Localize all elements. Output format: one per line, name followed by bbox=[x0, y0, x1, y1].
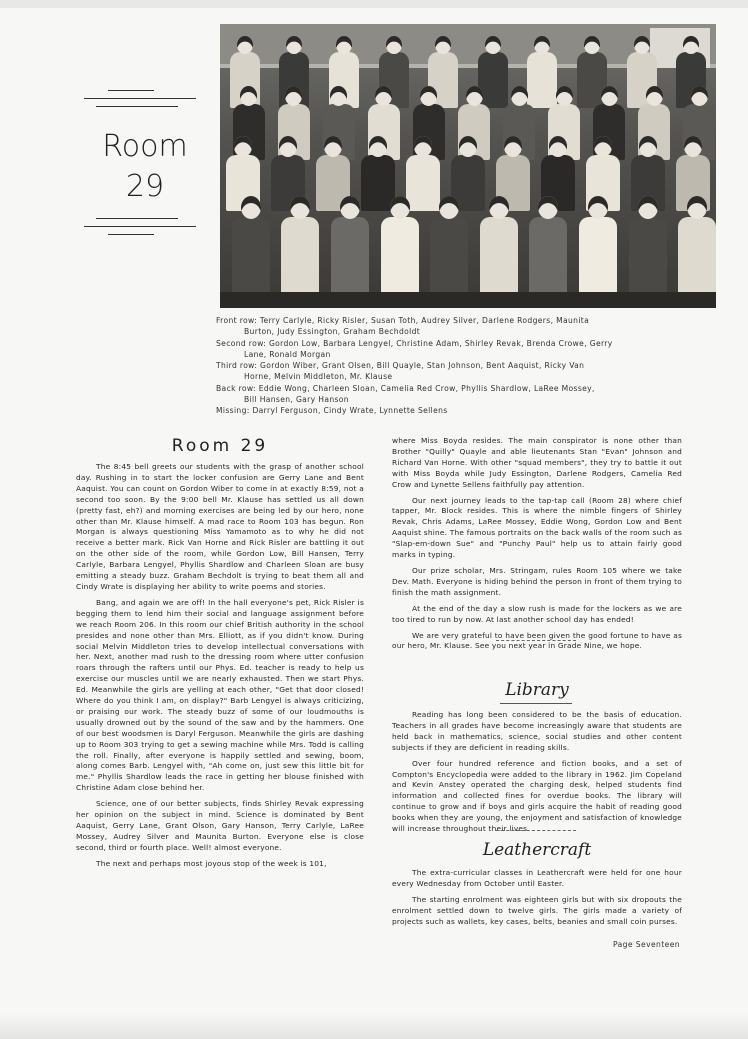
caption-missing: Missing: Darryl Ferguson, Cindy Wrate, Lynnette Sellens bbox=[216, 406, 448, 416]
caption-third-row: Third row: Gordon Wiber, Grant Olsen, Bill Quayle, Stan Johnson, Bent Aaquist, Ricky Van bbox=[216, 361, 585, 371]
student-head bbox=[556, 86, 573, 106]
article-paragraph: The 8:45 bell greets our students with the grasp of another school day. Rushing in to start the locker confusion are Gerry Lane and Bent Aaquist. You can count on Gordon Wiber to come in at exactly 8:59, not a second too soon. By the 9:00 bell Mr. Klause has settled us all down (pretty fast, eh?) and morning exercises are being led by our hero, none other than Mr. Klause himself. A mad race to Room 103 has begun. Ron Morgan is always questioning Miss Yamamoto as to why he did not receive a better mark. Rick Van Horne and Rick Risler are battling it out on the other side of the room, while Gordon Low, Bill Hansen, Terry Carlyle, Barbara Lengyel, Phyllis Shardlow and Charleen Sloan are busy emitting a steady buzz. Graham Bechdolt is trying to beat them all and Cindy Wrate is displaying her ability to write poems and stories. bbox=[76, 462, 364, 591]
caption-back-row: Back row: Eddie Wong, Charleen Sloan, Camelia Red Crow, Phyllis Shardlow, LaRee Mossey, bbox=[216, 383, 595, 393]
caption-front-row-cont: Burton, Judy Essington, Graham Bechdoldt bbox=[244, 327, 421, 337]
header-rule-1 bbox=[108, 90, 154, 91]
student-head bbox=[588, 196, 608, 219]
student-head bbox=[240, 86, 257, 106]
library-paragraph: Reading has long been considered to be the basis of education. Teachers in all grades have become increasingly aware that students are held back in mathematics, science, social studies and other content subjects if they are deficient in reading skills. bbox=[392, 710, 682, 752]
leathercraft-column bbox=[392, 868, 682, 933]
header-rule-6 bbox=[108, 234, 154, 235]
student-head bbox=[489, 196, 509, 219]
student-head bbox=[290, 196, 310, 219]
article-paragraph: We are very grateful to have been given the good fortune to have as our hero, Mr. Klause. See you next year in Grade Nine, we hope. bbox=[392, 630, 682, 651]
student-head bbox=[687, 196, 707, 219]
leathercraft-divider bbox=[496, 830, 576, 831]
library-paragraph: Over four hundred reference and fiction books, and a set of Compton's Encyclopedia were added to the library in 1962. Jim Copeland and Kevin Anstey operated the charging desk, helped students find information and collected fines for overdue books. The library will continue to grow and if boys and girls acquire the habit of reading good books when they are young, the enjoyment and satisfaction of knowledge will increase throughout their lives. bbox=[392, 758, 682, 834]
caption-front-row: Front row: Terry Carlyle, Ricky Risler, Susan Toth, Audrey Silver, Darlene Rodgers, Maunita bbox=[216, 316, 590, 325]
student-head bbox=[386, 36, 402, 54]
leathercraft-title: Leathercraft bbox=[482, 840, 592, 860]
article-paragraph: Our prize scholar, Mrs. Stringam, rules Room 105 where we take Dev. Math. Everyone is hiding behind the person in front of them trying to finish the math assignment. bbox=[392, 565, 682, 597]
student-head bbox=[646, 86, 663, 106]
library-title: Library bbox=[505, 680, 569, 700]
student-head bbox=[538, 196, 558, 219]
leathercraft-paragraph: The extra-curricular classes in Leathercraft were held for one hour every Wednesday from October until Easter. bbox=[392, 868, 682, 888]
header-rule-4 bbox=[96, 218, 178, 219]
student-head bbox=[369, 136, 387, 157]
student-head bbox=[375, 86, 392, 106]
student-head bbox=[420, 86, 437, 106]
article-paragraph: Our next journey leads to the tap-tap call (Room 28) where chief tapper, Mr. Block resides. This is where the nimble fingers of Shirley Revak, Chris Adams, LaRee Mossey, Eddie Wong, Gordon Low and Bent Aaquist shine. The famous portraits on the back walls of the room such as "Slap-em-down Sue" and "Punchy Paul" help us to attain fairly good marks in typing. bbox=[392, 495, 682, 560]
student-head bbox=[324, 136, 342, 157]
student-head bbox=[594, 136, 612, 157]
caption-second-row: Second row: Gordon Low, Barbara Lengyel, Christine Adam, Shirley Revak, Brenda Crowe, Gerry bbox=[216, 338, 613, 348]
page-bottom-shadow bbox=[0, 1013, 748, 1039]
photo-caption bbox=[216, 315, 636, 417]
student-head bbox=[241, 196, 261, 219]
student-head bbox=[237, 36, 253, 54]
article-paragraph: where Miss Boyda resides. The main conspirator is none other than Brother "Quilly" Quayle and able lieutenants Stan "Evan" Johnson and Richard Van Horne. With other "squad members", they try to battle it out with Miss Boyda while Judy Essington, Darlene Rodgers, Camelia Red Crow and Lynette Sellens faithfully pay attention. bbox=[392, 436, 682, 489]
leathercraft-paragraph: The starting enrolment was eighteen girls but with six dropouts the enrolment settled down to twelve girls. The girls made a variety of projects such as wallets, key cases, belts, beanies and small coin purses. bbox=[392, 894, 682, 926]
student-head bbox=[466, 86, 483, 106]
caption-third-row-cont: Horne, Melvin Middleton, Mr. Klause bbox=[244, 372, 393, 382]
article-left-column bbox=[76, 462, 364, 875]
page-number: Page Seventeen bbox=[612, 940, 680, 949]
article-paragraph: Bang, and again we are off! In the hall everyone's pet, Rick Risler is begging them to lend him their social and language assignment before we reach Room 206. In this room our chief British authority in the school presides and none other than Mrs. Elliott, as if you didn't know. During social Melvin Middleton tries to develop intellectual conversations with her. Next, another mad rush to the dressing room where utter confusion roars through the rafters until our Phys. Ed. teacher is ready to help us exercise our muscles until we are nearly exhausted. Then we start Phys. Ed. Meanwhile the girls are yelling at each other, "Get that door closed! Where do you think I am, on display?" Barb Lengyel is always criticizing, or praising our work. The steady buzz of some of our loudmouths is usually drowned out by the sound of the saw and by the hammers. One of our best woodsmen is Daryl Ferguson. Meanwhile the girls are dashing up to Room 303 trying to get a sewing machine while Mrs. Todd is calling the roll. Finally, after everyone is happily settled and sewing, boom, along comes Barb. Lengyel with, "Ah come on, just sew this little bit for me." Phyllis Shardlow leads the race in getting her blouse finished with Christine Adam close behind her. bbox=[76, 597, 364, 793]
student-head bbox=[234, 136, 252, 157]
student-head bbox=[414, 136, 432, 157]
header-rule-2 bbox=[84, 98, 196, 99]
student-head bbox=[390, 196, 410, 219]
article-paragraph: At the end of the day a slow rush is made for the lockers as we are too tired to run by now. At last another school day has ended! bbox=[392, 603, 682, 624]
student-head bbox=[285, 86, 302, 106]
floor bbox=[220, 292, 716, 308]
library-rule bbox=[500, 703, 572, 704]
student-head bbox=[459, 136, 477, 157]
student-head bbox=[330, 86, 347, 106]
article-paragraph: The next and perhaps most joyous stop of the week is 101, bbox=[96, 858, 327, 868]
student-head bbox=[634, 36, 650, 54]
page-top-edge bbox=[0, 0, 748, 8]
student-body bbox=[406, 155, 440, 211]
header-rule-5 bbox=[84, 226, 196, 227]
library-divider bbox=[496, 640, 576, 641]
library-column bbox=[392, 710, 682, 840]
student-head bbox=[691, 86, 708, 106]
article-title: Room 29 bbox=[171, 436, 269, 456]
article-right-column bbox=[392, 436, 682, 657]
student-body bbox=[527, 52, 557, 108]
room-title-line2: 29 bbox=[125, 169, 165, 204]
student-head bbox=[601, 86, 618, 106]
student-head bbox=[279, 136, 297, 157]
student-head bbox=[549, 136, 567, 157]
caption-back-row-cont: Bill Hansen, Gary Hanson bbox=[244, 395, 349, 405]
student-head bbox=[340, 196, 360, 219]
room-title-line1: Room bbox=[102, 129, 188, 164]
article-paragraph: Science, one of our better subjects, finds Shirley Revak expressing her opinion on the subject in mind. Science is dominated by Bent Aaquist, Gerry Lane, Grant Olson, Gary Hanson, Terry Carlyle, LaRee Mossey, Audrey Silver and Maunita Burton. Everyone else is close second, third or fourth place. Well! almost everyone. bbox=[76, 799, 364, 852]
student-head bbox=[511, 86, 528, 106]
student-head bbox=[504, 136, 522, 157]
caption-second-row-cont: Lane, Ronald Morgan bbox=[244, 349, 331, 359]
student-head bbox=[638, 196, 658, 219]
class-photo bbox=[220, 24, 716, 308]
student-head bbox=[439, 196, 459, 219]
student-head bbox=[639, 136, 657, 157]
header-rule-3 bbox=[96, 106, 178, 107]
student-head bbox=[485, 36, 501, 54]
